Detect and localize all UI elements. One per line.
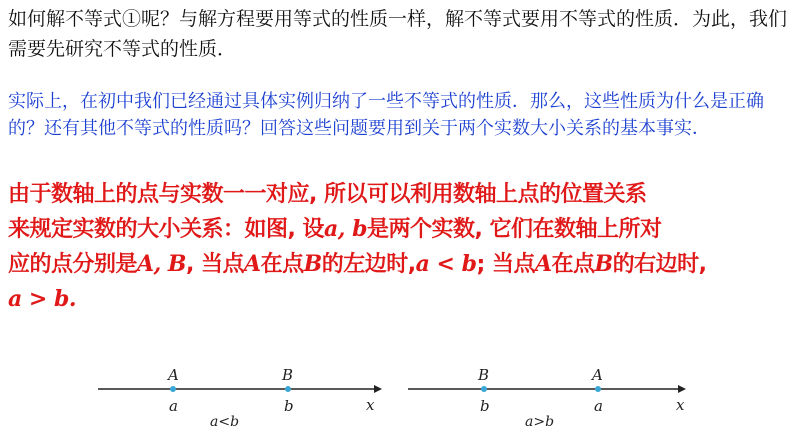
point-upper-label: B (478, 366, 490, 384)
point-lower-label: a (169, 397, 178, 415)
definition-text: 在点 (260, 252, 304, 277)
axis-label: x (366, 396, 375, 414)
definition-text: 来规定实数的大小关系：如图, 设 (8, 217, 325, 242)
point-a: A (244, 251, 261, 277)
point-lower-label: a (594, 397, 603, 415)
point-lower-label: b (480, 397, 490, 415)
definition-paragraph (8, 178, 790, 317)
figure-caption: a>b (525, 414, 555, 430)
point-b: B (594, 251, 613, 277)
axis-arrow-icon (678, 385, 686, 393)
axis-arrow-icon (374, 385, 382, 393)
figure-caption: a<b (210, 414, 240, 430)
number-line-figure-1 (98, 360, 458, 440)
axis-label: x (676, 396, 685, 414)
point-dot (170, 386, 176, 392)
inequality-less: a < b (415, 251, 477, 277)
point-lower-label: b (284, 397, 294, 415)
point-dot (595, 386, 601, 392)
point-upper-label: A (168, 366, 179, 384)
definition-text: 的左边时, (321, 252, 416, 277)
definition-text: 在点 (551, 252, 595, 277)
point-dot (285, 386, 291, 392)
definition-text: , 当点 (186, 252, 245, 277)
definition-text: 应的点分别是 (8, 252, 138, 277)
number-line-2 (408, 360, 698, 440)
point-upper-label: A (592, 366, 603, 384)
points-ab: A, B (137, 251, 186, 277)
definition-text: 是两个实数, 它们在数轴上所对 (367, 217, 662, 242)
inequality-greater: a > b. (8, 286, 77, 312)
definition-text: 的右边时, (612, 252, 707, 277)
point-upper-label: B (282, 366, 294, 384)
context-paragraph: 实际上，在初中我们已经通过具体实例归纳了一些不等式的性质．那么，这些性质为什么是正确的？还有其他不等式的性质吗？回答这些问题要用到关于两个实数大小关系的基本事实． (8, 91, 764, 139)
intro-paragraph: 如何解不等式①呢？与解方程要用等式的性质一样，解不等式要用不等式的性质．为此，我们需要先研究不等式的性质． (8, 8, 788, 60)
point-dot (481, 386, 487, 392)
number-line-1 (98, 360, 388, 440)
definition-text: ; 当点 (476, 252, 535, 277)
point-b: B (303, 251, 322, 277)
number-line-figure-2 (408, 360, 768, 440)
variables-ab: a, b (324, 216, 367, 242)
point-a: A (534, 251, 552, 277)
definition-line-1: 由于数轴上的点与实数一一对应, 所以可以利用数轴上点的位置关系 (8, 182, 647, 207)
